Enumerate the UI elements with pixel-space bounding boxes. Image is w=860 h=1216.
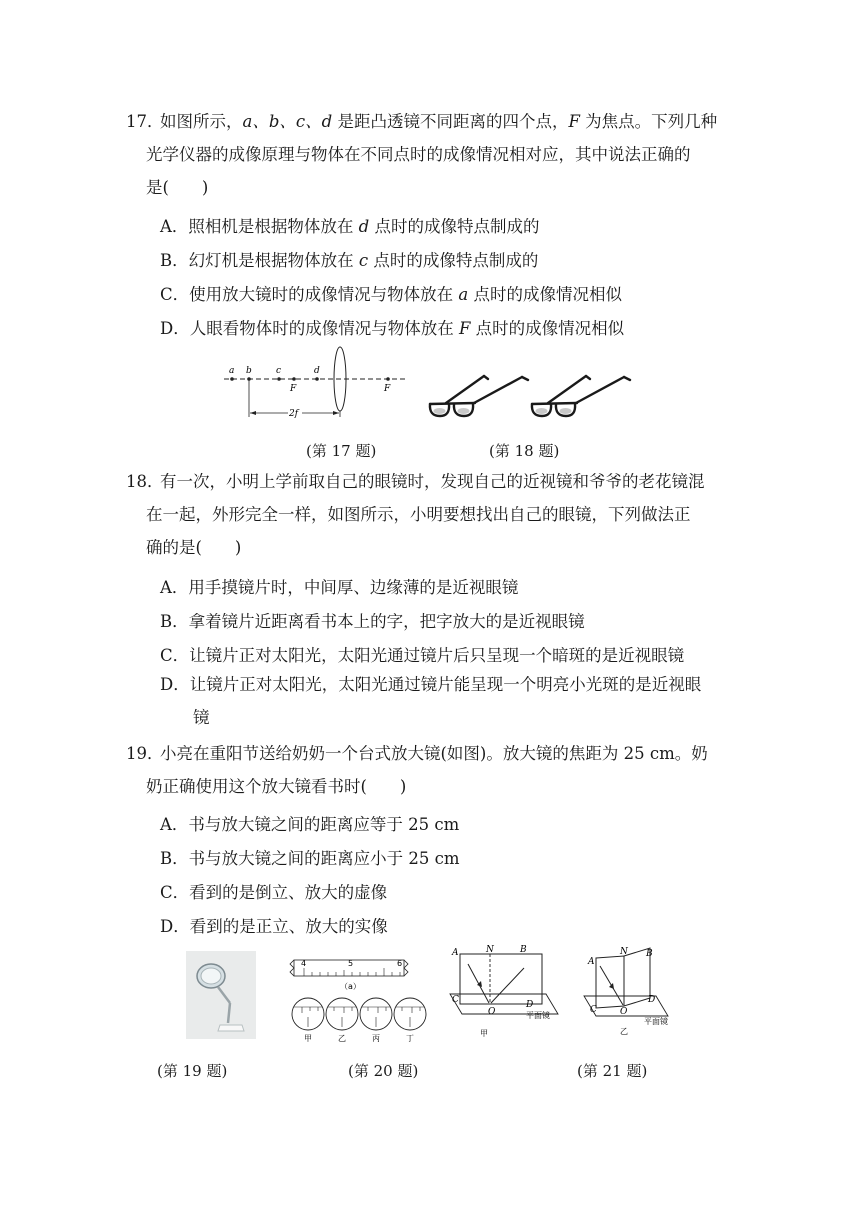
caption-18: (第 18 题) — [489, 442, 560, 460]
q19-option-a: A．书与放大镜之间的距离应等于 25 cm — [160, 815, 460, 834]
focus-left-label: F — [290, 384, 297, 394]
point-a-label: a — [229, 366, 235, 376]
caption-21: (第 21 题) — [577, 1062, 648, 1080]
label-o: O — [620, 1007, 628, 1017]
label-n: N — [620, 947, 628, 957]
mirror-label: 平面镜 — [644, 1017, 668, 1026]
q18-option-d: D．让镜片正对太阳光，太阳光通过镜片能呈现一个明亮小光斑的是近视眼 镜 — [160, 675, 702, 727]
q19-option-d: D．看到的是正立、放大的实像 — [160, 917, 388, 936]
q17-option-a: A．照相机是根据物体放在 d 点时的成像特点制成的 — [160, 217, 540, 236]
mirror-label: 平面镜 — [526, 1011, 550, 1020]
ruler-sublabel: （a） — [340, 982, 361, 991]
ruler-tick-5: 5 — [348, 959, 354, 968]
dial-label-bing: 丙 — [372, 1034, 380, 1043]
q17-option-c: C．使用放大镜时的成像情况与物体放在 a 点时的成像情况相似 — [160, 285, 622, 304]
label-d: D — [526, 1000, 534, 1010]
caption-17: (第 17 题) — [306, 442, 377, 460]
figure-name-jia: 甲 — [480, 1029, 488, 1038]
question-number: 18． — [126, 472, 164, 491]
label-a: A — [452, 948, 459, 958]
label-b: B — [520, 945, 527, 955]
question-19-stem: 19．小亮在重阳节送给奶奶一个台式放大镜(如图)。放大镜的焦距为 25 cm。奶 奶正确使用这个放大镜看书时( ) — [126, 737, 744, 803]
question-17-stem: 17．如图所示，a、b、c、d 是距凸透镜不同距离的四个点，F 为焦点。下列几种 光学仪器的成像原理与物体在不同点时的成像情况相对应，其中说法正确的 是( ) — [126, 105, 744, 204]
label-c: C — [590, 1005, 597, 1015]
caption-20: (第 20 题) — [348, 1062, 419, 1080]
dial-label-jia: 甲 — [304, 1034, 312, 1043]
label-n: N — [486, 945, 494, 955]
point-c-label: c — [276, 366, 282, 376]
label-b: B — [646, 949, 653, 959]
q18-option-b: B．拿着镜片近距离看书本上的字，把字放大的是近视眼镜 — [160, 612, 585, 631]
two-f-label: 2f — [289, 409, 299, 419]
label-o: O — [488, 1007, 496, 1017]
ruler-tick-6: 6 — [397, 959, 403, 968]
dial-label-ding: 丁 — [406, 1034, 414, 1043]
label-d: D — [648, 995, 656, 1005]
stem-line: 在一起，外形完全一样，如图所示，小明要想找出自己的眼镜，下列做法正 — [146, 505, 691, 524]
q19-option-c: C．看到的是倒立、放大的虚像 — [160, 883, 388, 902]
reflection-diagram-yi — [580, 944, 686, 1040]
lens-diagram — [222, 345, 412, 430]
focus-right-label: F — [384, 384, 391, 394]
question-18-stem: 18．有一次，小明上学前取自己的眼镜时，发现自己的近视镜和爷爷的老花镜混 在一起，外形完全一样，如图所示，小明要想找出自己的眼镜，下列做法正 确的是( ) — [126, 465, 744, 564]
dial-label-yi: 乙 — [338, 1034, 346, 1043]
stem-line: 奶正确使用这个放大镜看书时( ) — [146, 777, 407, 796]
question-number: 17． — [126, 112, 164, 131]
reflection-diagram-jia — [446, 944, 564, 1040]
label-a: A — [588, 957, 595, 967]
point-d-label: d — [314, 366, 320, 376]
glasses-illustration — [424, 373, 638, 423]
point-b-label: b — [246, 366, 252, 376]
label-c: C — [452, 995, 459, 1005]
ruler-dials-diagram — [288, 955, 434, 1043]
ruler-tick-4: 4 — [301, 959, 307, 968]
q17-option-d: D．人眼看物体时的成像情况与物体放在 F 点时的成像情况相似 — [160, 319, 625, 338]
q18-option-c: C．让镜片正对太阳光，太阳光通过镜片后只呈现一个暗斑的是近视眼镜 — [160, 646, 685, 665]
question-number: 19． — [126, 744, 164, 763]
stem-line: 确的是( ) — [146, 538, 242, 557]
desk-magnifier-image — [186, 951, 256, 1039]
stem-line: 光学仪器的成像原理与物体在不同点时的成像情况相对应，其中说法正确的 — [146, 145, 691, 164]
figure-name-yi: 乙 — [620, 1027, 628, 1036]
q18-option-a: A．用手摸镜片时，中间厚、边缘薄的是近视眼镜 — [160, 578, 519, 597]
stem-line: 是( ) — [146, 178, 209, 197]
q17-option-b: B．幻灯机是根据物体放在 c 点时的成像特点制成的 — [160, 251, 539, 270]
q19-option-b: B．书与放大镜之间的距离应小于 25 cm — [160, 849, 460, 868]
caption-19: (第 19 题) — [157, 1062, 228, 1080]
